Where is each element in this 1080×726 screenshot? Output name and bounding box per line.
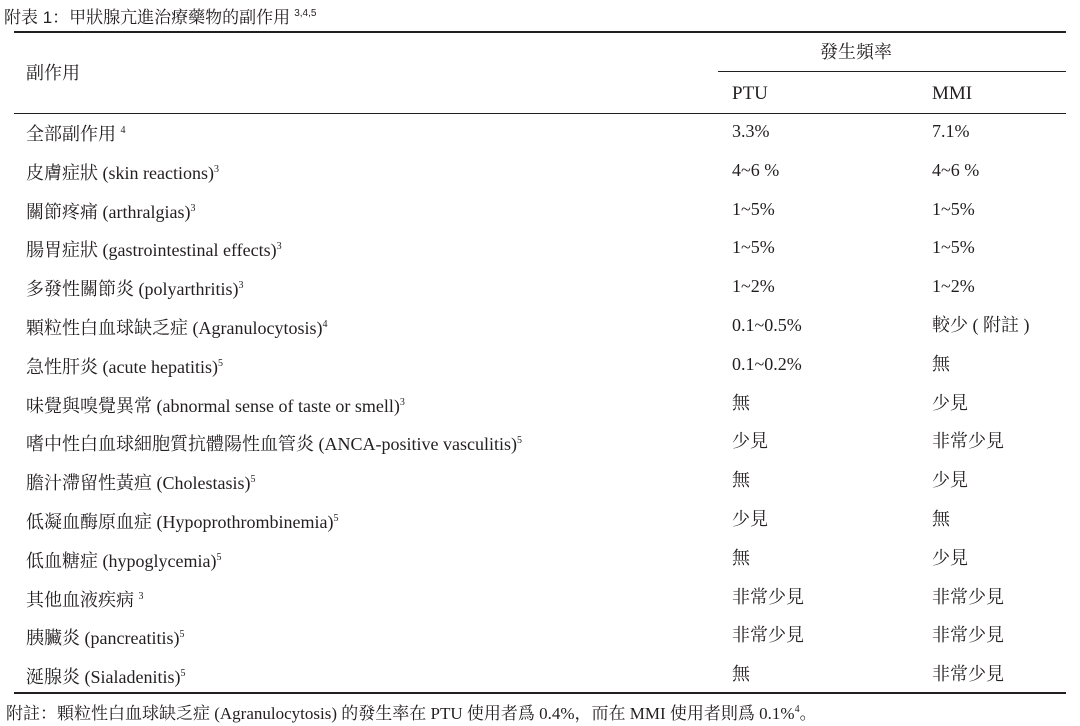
side-effect-name: 味覺與嗅覺異常 (abnormal sense of taste or smell) <box>26 395 400 416</box>
table-row <box>0 269 1080 308</box>
frequency-subrule <box>718 71 1066 72</box>
mmi-cell: 1~2% <box>932 276 975 297</box>
side-effect-name: 膽汁滯留性黃疸 (Cholestasis) <box>26 473 251 494</box>
table-row <box>0 424 1080 463</box>
ptu-cell: 無 <box>732 664 750 685</box>
ptu-cell: 3.3% <box>732 121 770 141</box>
side-effect-name: 腸胃症狀 (gastrointestinal effects) <box>26 240 277 261</box>
reference-mark: 5 <box>217 357 223 369</box>
ptu-cell: 少見 <box>732 508 768 529</box>
side-effect-name: 嗜中性白血球細胞質抗體陽性血管炎 (ANCA-positive vasculitis) <box>26 434 517 455</box>
table-body <box>0 114 1080 696</box>
mmi-cell: 4~6 % <box>932 159 980 180</box>
side-effect-name: 低凝血酶原血症 (Hypoprothrombinemia) <box>26 511 334 532</box>
ptu-cell: 1~2% <box>732 276 775 297</box>
table-row <box>0 386 1080 425</box>
mmi-cell: 非常少見 <box>932 664 1004 685</box>
ptu-cell: 0.1~0.2% <box>732 353 802 374</box>
reference-mark: 3 <box>399 396 405 408</box>
reference-mark: 3 <box>276 241 282 253</box>
side-effect-name: 顆粒性白血球缺乏症 (Agranulocytosis) <box>26 317 323 338</box>
mmi-cell: 少見 <box>932 547 968 568</box>
side-effect-cell <box>26 352 223 379</box>
side-effect-name: 全部副作用 <box>26 124 121 144</box>
table-row <box>0 657 1080 696</box>
reference-mark: 3 <box>238 280 244 292</box>
ptu-cell: 1~5% <box>732 237 775 258</box>
table-row <box>0 580 1080 619</box>
side-effect-cell <box>26 507 338 534</box>
side-effect-cell <box>26 391 405 418</box>
reference-mark: 4 <box>322 318 328 330</box>
reference-mark: 3 <box>213 163 219 175</box>
mmi-cell: 1~5% <box>932 198 975 219</box>
side-effect-name: 多發性關節炎 (polyarthritis) <box>26 279 239 300</box>
reference-mark: 5 <box>216 551 222 563</box>
table-row <box>0 502 1080 541</box>
mmi-cell: 1~5% <box>932 237 975 258</box>
side-effect-cell <box>26 313 327 340</box>
ptu-cell: 0.1~0.5% <box>732 314 802 335</box>
reference-mark: 3 <box>190 202 196 214</box>
side-effect-cell <box>26 623 184 650</box>
ptu-cell: 無 <box>732 392 750 413</box>
mmi-cell: 非常少見 <box>932 625 1004 646</box>
caption-refs: 3,4,5 <box>294 8 317 19</box>
table-row <box>0 308 1080 347</box>
side-effect-cell <box>26 429 522 456</box>
mmi-cell: 少見 <box>932 470 968 491</box>
table-row <box>0 153 1080 192</box>
table-caption <box>4 3 316 29</box>
table-row <box>0 230 1080 269</box>
reference-mark: 3 <box>138 590 144 602</box>
ptu-cell: 4~6 % <box>732 159 780 180</box>
reference-mark: 5 <box>516 435 522 447</box>
side-effect-name: 其他血液疾病 <box>26 589 139 610</box>
table-row <box>0 541 1080 580</box>
mmi-cell: 無 <box>932 353 950 374</box>
side-effect-name: 關節疼痛 (arthralgias) <box>26 201 191 222</box>
side-effect-cell <box>26 197 195 224</box>
reference-mark: 5 <box>250 474 256 486</box>
side-effect-cell <box>26 119 126 146</box>
ptu-cell: 1~5% <box>732 198 775 219</box>
side-effect-name: 皮膚症狀 (skin reactions) <box>26 162 214 183</box>
caption-text: 附表 1：甲狀腺亢進治療藥物的副作用 <box>4 8 291 27</box>
footnote-ref: 4 <box>794 704 800 715</box>
table-footnote <box>6 699 817 725</box>
side-effect-name: 低血糖症 (hypoglycemia) <box>26 550 217 571</box>
mmi-cell: 7.1% <box>932 121 970 141</box>
side-effect-name: 涎腺炎 (Sialadenitis) <box>26 667 181 688</box>
side-effect-cell <box>26 585 144 612</box>
ptu-cell: 少見 <box>732 431 768 452</box>
mmi-cell: 非常少見 <box>932 586 1004 607</box>
reference-mark: 5 <box>333 512 339 524</box>
ptu-cell: 非常少見 <box>732 625 804 646</box>
header-mmi: MMI <box>932 83 973 104</box>
side-effect-cell <box>26 662 185 689</box>
side-effect-cell <box>26 235 282 262</box>
side-effect-cell <box>26 158 219 185</box>
table-row <box>0 618 1080 657</box>
side-effect-name: 胰臟炎 (pancreatitis) <box>26 628 180 649</box>
mmi-cell: 非常少見 <box>932 431 1004 452</box>
header-ptu: PTU <box>732 83 768 104</box>
reference-mark: 5 <box>179 629 185 641</box>
reference-mark: 4 <box>120 125 126 136</box>
footnote-text: 附註：顆粒性白血球缺乏症 (Agranulocytosis) 的發生率在 PTU 使用者爲 0.4%，而在 MMI 使用者則爲 0.1% <box>6 704 795 723</box>
table-row <box>0 192 1080 231</box>
ptu-cell: 無 <box>732 470 750 491</box>
mmi-cell: 少見 <box>932 392 968 413</box>
table-row <box>0 463 1080 502</box>
side-effect-cell <box>26 468 256 495</box>
ptu-cell: 非常少見 <box>732 586 804 607</box>
footnote-end: 。 <box>799 704 817 723</box>
reference-mark: 5 <box>180 668 186 680</box>
ptu-cell: 無 <box>732 547 750 568</box>
mmi-cell: 無 <box>932 508 950 529</box>
header-side-effect: 副作用 <box>26 63 80 83</box>
header-frequency: 發生頻率 <box>820 42 892 62</box>
table-row <box>0 114 1080 153</box>
side-effect-cell <box>26 546 221 573</box>
side-effect-name: 急性肝炎 (acute hepatitis) <box>26 356 218 377</box>
top-rule <box>14 31 1066 33</box>
table-row <box>0 347 1080 386</box>
side-effect-cell <box>26 274 243 301</box>
mmi-cell: 較少 ( 附註 ) <box>932 314 1030 335</box>
